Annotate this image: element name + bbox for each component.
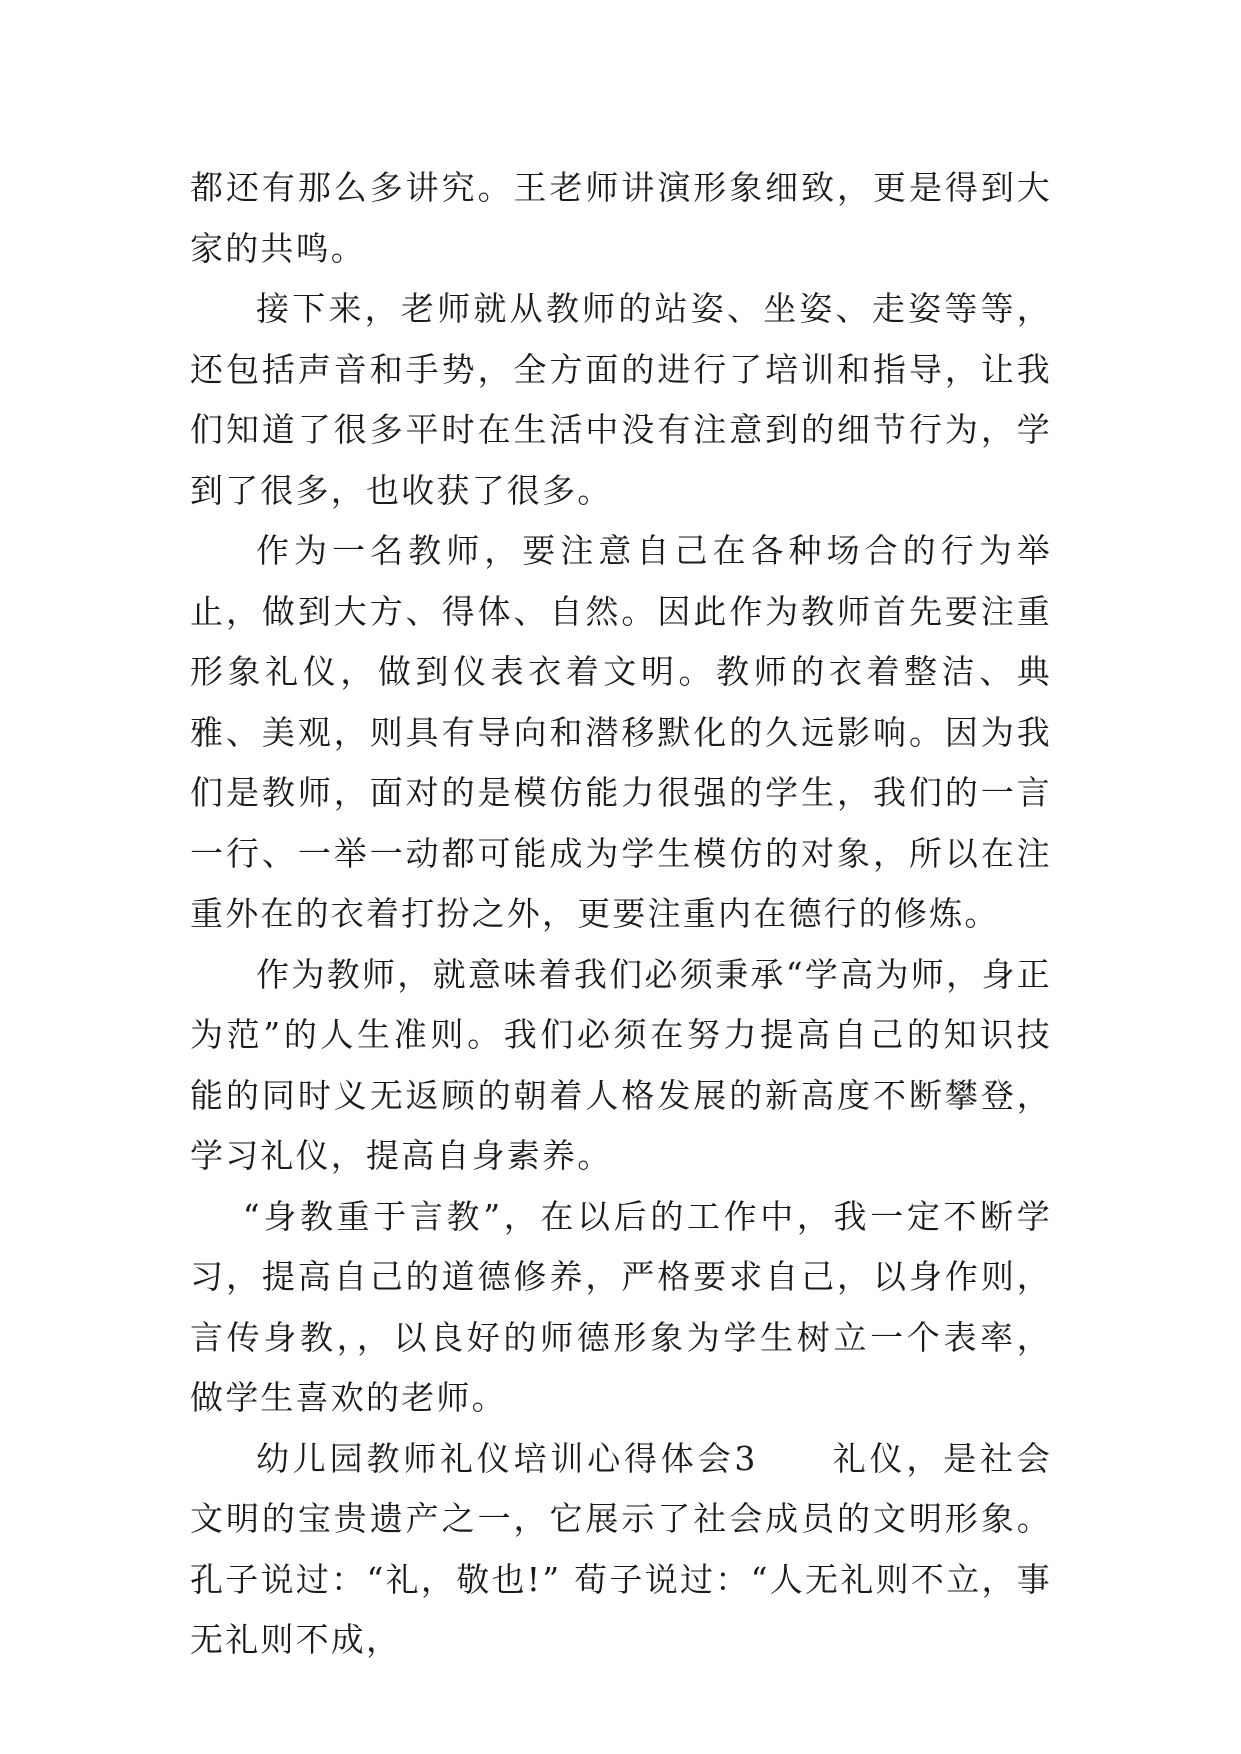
paragraph-lead-by-example: “身教重于言教”，在以后的工作中，我一定不断学习，提高自己的道德修养，严格要求自己，以身作则，言传身教，，以良好的师德形象为学生树立一个表率，做学生喜欢的老师。 <box>190 1196 1052 1417</box>
paragraph-continuation: 都还有那么多讲究。王老师讲演形象细致，更是得到大家的共鸣。 <box>190 168 1052 268</box>
paragraph-section-3-intro: 幼儿园教师礼仪培训心得体会3 礼仪，是社会文明的宝贵遗产之一，它展示了社会成员的文明形象。孔子说过：“礼，敬也!” 荀子说过：“人无礼则不立，事无礼则不成， <box>190 1438 1052 1659</box>
body-text <box>190 158 1052 1671</box>
paragraph-teacher-image: 作为一名教师，要注意自己在各种场合的行为举止，做到大方、得体、自然。因此作为教师首先要注重形象礼仪，做到仪表衣着文明。教师的衣着整洁、典雅、美观，则具有导向和潜移默化的久远影响。因为我们是教师，面对的是模仿能力很强的学生，我们的一言一行、一举一动都可能成为学生模仿的对象，所以在注重外在的衣着打扮之外，更要注重内在德行的修炼。 <box>190 531 1052 933</box>
paragraph-teacher-principle: 作为教师，就意味着我们必须秉承“学高为师，身正为范”的人生准则。我们必须在努力提高自己的知识技能的同时义无返顾的朝着人格发展的新高度不断攀登，学习礼仪，提高自身素养。 <box>190 954 1052 1175</box>
paragraph-training-content: 接下来，老师就从教师的站姿、坐姿、走姿等等，还包括声音和手势，全方面的进行了培训和指导，让我们知道了很多平时在生活中没有注意到的细节行为，学到了很多，也收获了很多。 <box>190 289 1052 510</box>
